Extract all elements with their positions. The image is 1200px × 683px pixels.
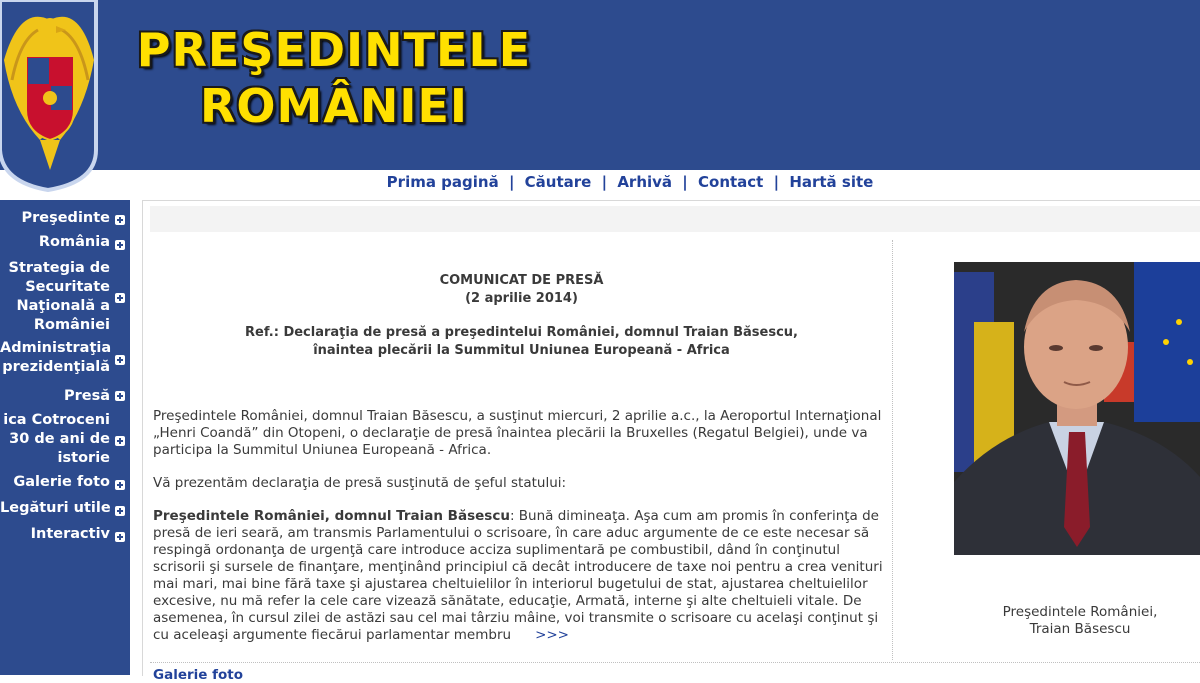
plus-icon[interactable] xyxy=(115,391,125,401)
gallery-link[interactable]: Galerie foto xyxy=(153,667,243,683)
nav-link-search[interactable]: Căutare xyxy=(524,173,592,191)
sidebar-item-presa[interactable] xyxy=(0,383,128,411)
sidebar-menu xyxy=(0,200,130,675)
top-navigation xyxy=(0,170,1200,196)
sidebar-item-label: Strategia de Securitate Naţională a României xyxy=(8,260,110,333)
content-header-band xyxy=(150,206,1200,232)
site-title xyxy=(124,22,544,134)
nav-separator: | xyxy=(508,173,515,191)
nav-link-archive[interactable]: Arhivă xyxy=(617,173,673,191)
press-release-ref: Ref.: Declaraţia de presă a preşedintelui României, domnul Traian Băsescu, înaintea plecării la Summitul Uniunea Europeană - Africa xyxy=(245,325,798,358)
plus-icon[interactable] xyxy=(115,215,125,225)
sidebar-item-cotroceni[interactable] xyxy=(0,411,128,473)
sidebar-item-label: Presă xyxy=(63,388,110,404)
sidebar-item-strategia[interactable] xyxy=(0,259,128,339)
president-photo xyxy=(954,262,1200,555)
plus-icon[interactable] xyxy=(115,532,125,542)
article-paragraph: Vă prezentăm declaraţia de presă susţinută de şeful statului: xyxy=(153,475,567,491)
column-divider xyxy=(892,240,893,660)
site-title-line1: PREŞEDINTELE xyxy=(136,23,532,77)
read-more-link[interactable]: >>> xyxy=(535,627,569,643)
photo-caption-line1: Preşedintele României, xyxy=(1002,604,1158,620)
statement-text: : Bună dimineaţa. Aşa cum am promis în conferinţa de presă de ieri seară, am transmis Parlamentului o scrisoare, în care aduc argumente de ce este necesar să respingă ordonanţa de urgenţă care introduce acciza suplimentară pe combustibil, dând în conţinutul scrisorii şi sursele de finanţare, menţinând principiul că decât introducere de taxe noi pentru a crea venituri mai mari, mai bine fără taxe şi ajustarea cheltuielilor în interiorul bugetului de stat, ajustarea cheltuielilor excesive, nu mă refer la cele care vizează sănătate, educaţie, Armată, interne şi alte cheltuieli vitale. De asemenea, în cursul zilei de astăzi sau cel mai târziu mâine, voi transmite o scrisoare cu acelaşi conţinut şi cu aceleaşi argumente fiecărui parlamentar membru xyxy=(153,508,883,643)
plus-icon[interactable] xyxy=(115,506,125,516)
sidebar-item-label: Interactiv xyxy=(30,526,110,542)
coat-of-arms-icon xyxy=(0,0,100,192)
plus-icon[interactable] xyxy=(115,240,125,250)
article-paragraph: Preşedintele României, domnul Traian Băsescu, a susţinut miercuri, 2 aprilie a.c., la Aeroportul Internaţional „Henri Coandă” din Otopeni, o declaraţie de presă înaintea plecării la Bruxelles (Regatul Belgiei), unde va participa la Summitul Uniunea Europeană - Africa. xyxy=(153,408,882,458)
nav-separator: | xyxy=(601,173,608,191)
speaker-name: Preşedintele României, domnul Traian Băsescu xyxy=(153,508,510,524)
press-release-title xyxy=(153,272,890,308)
site-title-line2: ROMÂNIEI xyxy=(199,79,469,133)
article-paragraph-statement xyxy=(153,508,890,644)
sidebar-item-administratia[interactable] xyxy=(0,339,128,383)
article-bottom-divider xyxy=(150,662,1200,663)
sidebar-item-label: Legături utile xyxy=(0,500,111,516)
nav-separator: | xyxy=(682,173,688,191)
press-release-date: (2 aprilie 2014) xyxy=(465,291,578,306)
sidebar-item-presedinte[interactable] xyxy=(0,209,128,233)
sidebar-item-interactiv[interactable] xyxy=(0,525,128,551)
sidebar-item-label: Galerie foto xyxy=(13,474,110,490)
nav-link-home[interactable]: Prima pagină xyxy=(386,173,499,191)
sidebar-item-legaturi-utile[interactable] xyxy=(0,499,128,525)
plus-icon[interactable] xyxy=(115,293,125,303)
plus-icon[interactable] xyxy=(115,480,125,490)
press-release-heading: COMUNICAT DE PRESĂ xyxy=(439,273,604,288)
nav-link-contact[interactable]: Contact xyxy=(698,173,764,191)
sidebar-item-label: ica Cotroceni 30 de ani de istorie xyxy=(3,412,110,466)
sidebar-item-label: Administraţia prezidenţială xyxy=(0,340,112,375)
photo-caption-line2: Traian Băsescu xyxy=(1029,621,1131,637)
nav-separator: | xyxy=(773,173,780,191)
sidebar-item-galerie-foto[interactable] xyxy=(0,473,128,499)
plus-icon[interactable] xyxy=(115,355,125,365)
sidebar-item-romania[interactable] xyxy=(0,233,128,259)
sidebar-item-label: România xyxy=(38,234,110,250)
sidebar-item-label: Preşedinte xyxy=(21,210,110,226)
plus-icon[interactable] xyxy=(115,436,125,446)
press-release-article xyxy=(153,272,890,644)
nav-link-sitemap[interactable]: Hartă site xyxy=(789,173,874,191)
photo-caption xyxy=(960,604,1200,638)
